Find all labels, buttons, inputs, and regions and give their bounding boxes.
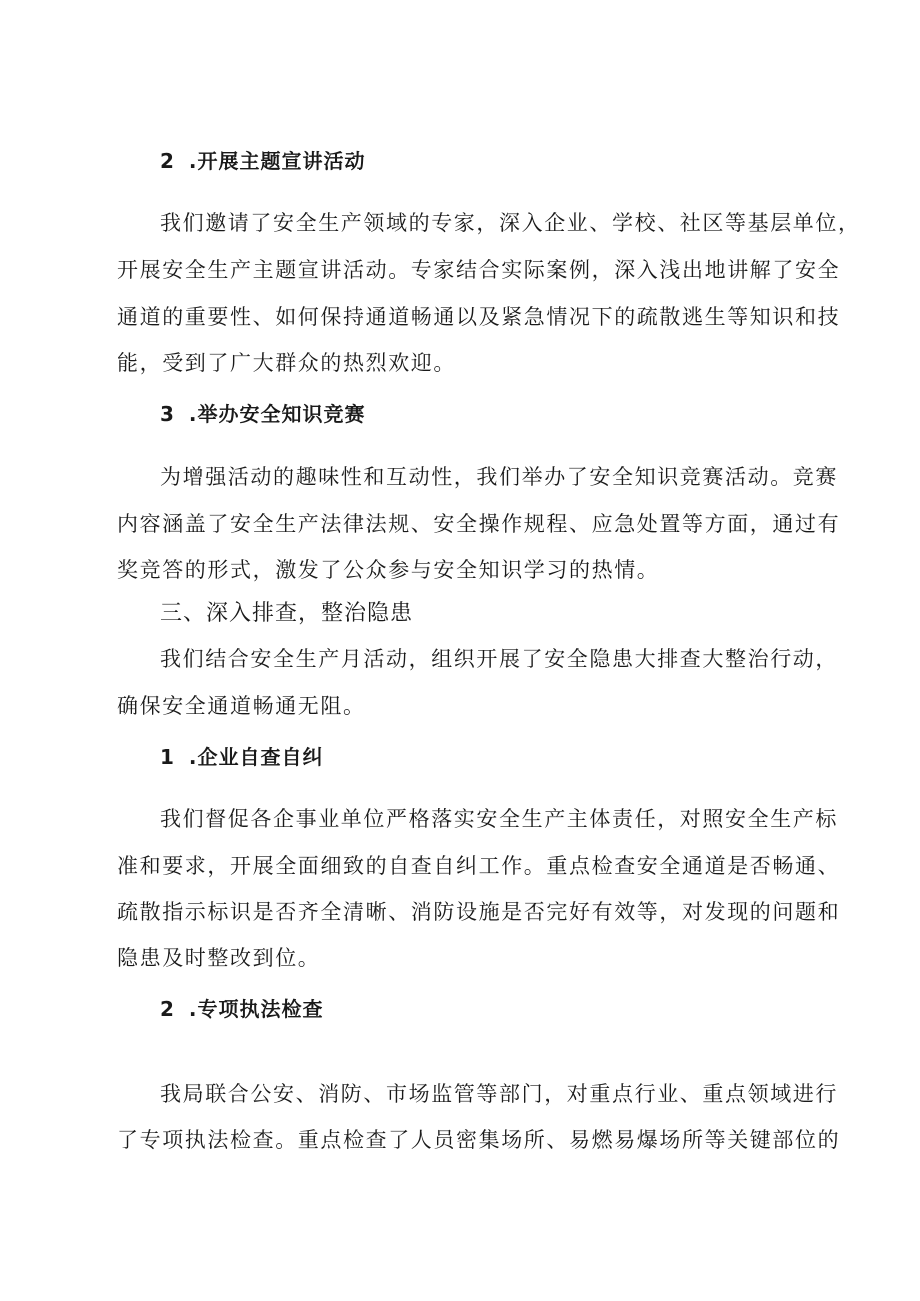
paragraph-line: 通道的重要性、如何保持通道畅通以及紧急情况下的疏散逃生等知识和技	[117, 305, 841, 329]
subheading-2-enforcement: 2 .专项执法检查	[160, 997, 324, 1021]
paragraph-line: 了专项执法检查。重点检查了人员密集场所、易燃易爆场所等关键部位的	[117, 1128, 841, 1152]
paragraph-line: 为增强活动的趣味性和互动性，我们举办了安全知识竞赛活动。竞赛	[160, 465, 838, 489]
paragraph-line: 隐患及时整改到位。	[117, 946, 321, 970]
paragraph-line: 我们督促各企事业单位严格落实安全生产主体责任，对照安全生产标	[160, 807, 838, 831]
paragraph-line: 我局联合公安、消防、市场监管等部门，对重点行业、重点领域进行	[160, 1082, 838, 1106]
subheading-1-selfcheck: 1 .企业自查自纠	[160, 745, 324, 769]
paragraph-line: 开展安全生产主题宣讲活动。专家结合实际案例，深入浅出地讲解了安全	[117, 258, 841, 282]
paragraph-line: 疏散指示标识是否齐全清晰、消防设施是否完好有效等，对发现的问题和	[117, 900, 841, 924]
paragraph-line: 能，受到了广大群众的热烈欢迎。	[117, 351, 456, 375]
paragraph-line: 我们邀请了安全生产领域的专家，深入企业、学校、社区等基层单位，	[160, 211, 861, 235]
subheading-2-lecture: 2 .开展主题宣讲活动	[160, 149, 366, 173]
paragraph-line: 确保安全通道畅通无阻。	[117, 694, 366, 718]
paragraph-line: 奖竞答的形式，激发了公众参与安全知识学习的热情。	[117, 558, 660, 582]
section-title-3: 三、深入排查，整治隐患	[160, 601, 414, 626]
subheading-3-quiz: 3 .举办安全知识竞赛	[160, 402, 366, 426]
paragraph-line: 我们结合安全生产月活动，组织开展了安全隐患大排查大整治行动，	[160, 647, 838, 671]
paragraph-line: 准和要求，开展全面细致的自查自纠工作。重点检查安全通道是否畅通、	[117, 854, 841, 878]
paragraph-line: 内容涵盖了安全生产法律法规、安全操作规程、应急处置等方面，通过有	[117, 512, 841, 536]
